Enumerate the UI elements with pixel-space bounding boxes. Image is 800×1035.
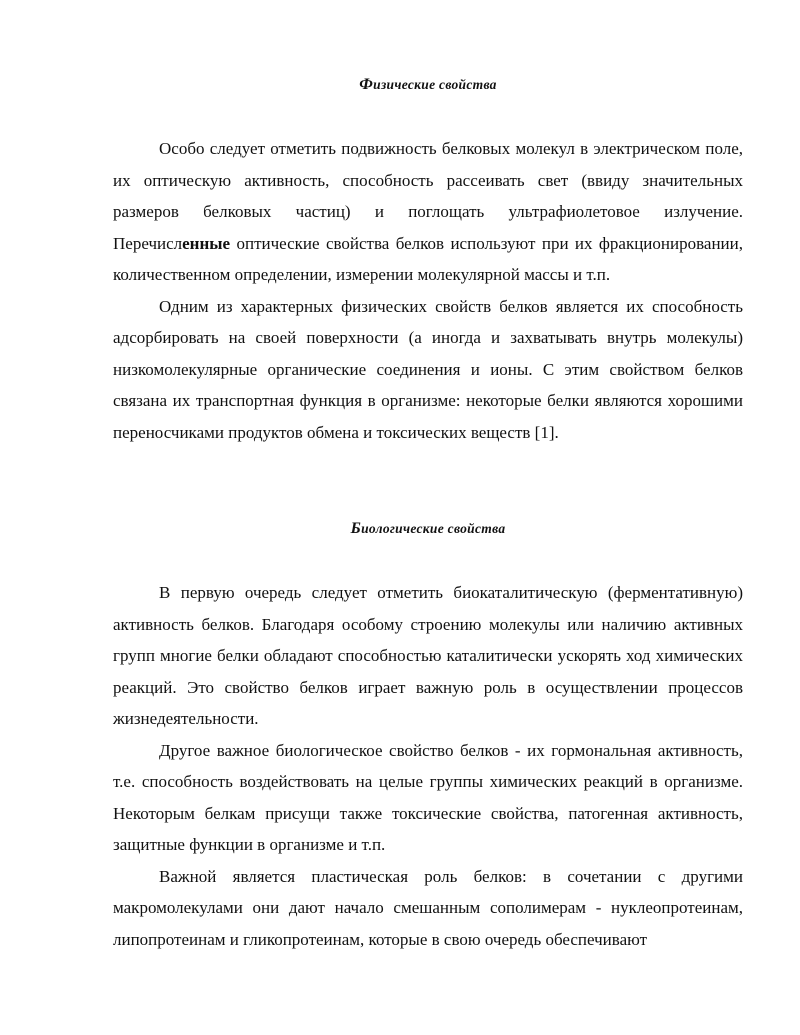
heading-initial: Б (350, 520, 362, 537)
paragraph-physical-1 (113, 133, 743, 291)
heading-initial: Ф (359, 76, 374, 93)
physical-properties-body (113, 133, 743, 448)
paragraph-biological-2: Другое важное биологическое свойство белков - их гормональная активность, т.е. способность воздействовать на целые группы химических реакций в организме. Некоторым белкам присущи также токсические свойства, патогенная активность, защитные функции в организме и т.п. (113, 740, 743, 854)
paragraph-biological-3: Важной является пластическая роль белков: в сочетании с другими макромолекулами они дают начало смешанным сополимерам - нуклеопротеинам, липопротеинам и гликопротеинам, которые в свою очередь обеспечивают (113, 866, 743, 949)
paragraph-bold-fragment: енные (182, 233, 231, 253)
heading-text: изические свойства (373, 77, 497, 92)
paragraph-text: оптические свойства белков используют при их фракционировании, количественном определении, измерении молекулярной массы и т.п. (113, 233, 743, 284)
section-heading-biological-properties (113, 520, 743, 538)
paragraph-text: Особо следует отметить подвижность белковых молекул в электрическом поле, их оптическую активность, способность рассеивать свет (ввиду значительных размеров белковых частиц) и поглощать ультрафиолетовое излучение. Перечисл (113, 139, 743, 253)
heading-text: иологические свойства (361, 521, 506, 536)
section-heading-physical-properties (113, 76, 743, 94)
biological-properties-body (113, 577, 743, 955)
paragraph-biological-1: В первую очередь следует отметить биокаталитическую (ферментативную) активность белков. Благодаря особому строению молекулы или наличию активных групп многие белки обладают способностью каталитически ускорять ход химических реакций. Это свойство белков играет важную роль в осуществлении процессов жизнедеятельности. (113, 583, 743, 728)
paragraph-physical-2: Одним из характерных физических свойств белков является их способность адсорбировать на своей поверхности (а иногда и захватывать внутрь молекулы) низкомолекулярные органические соединения и ионы. С этим свойством белков связана их транспортная функция в организме: некоторые белки являются хорошими переносчиками продуктов обмена и токсических веществ [1]. (113, 296, 743, 442)
